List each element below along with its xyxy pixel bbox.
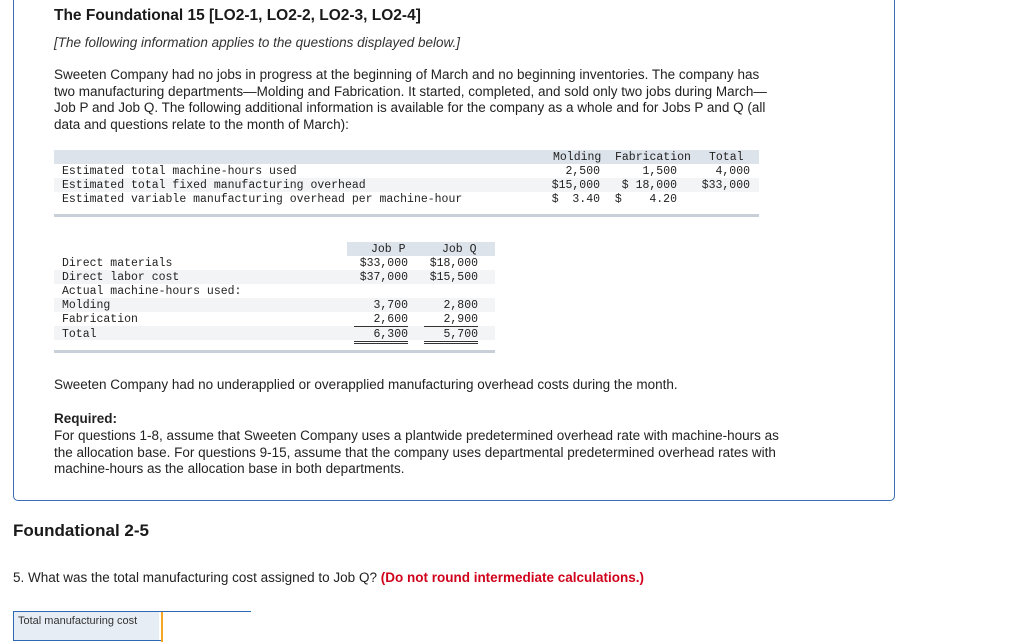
cell-value: $33,000: [701, 179, 750, 192]
cell-value: 2,500: [565, 165, 600, 178]
row-label: Molding: [62, 299, 111, 312]
row-label: Actual machine-hours used:: [62, 285, 242, 298]
scenario-line: Job P and Job Q. The following additional information is available for the company as a whole and for Jobs P and Q (all: [54, 100, 766, 115]
intro-note: [The following information applies to the questions displayed below.]: [54, 35, 460, 50]
row-label: Estimated variable manufacturing overhead per machine-hour: [62, 193, 463, 206]
jobs-table: [54, 242, 495, 356]
row-label: Estimated total machine-hours used: [62, 165, 297, 178]
cell-value: $ 4.20: [614, 193, 677, 206]
problem-title: The Foundational 15 [LO2-1, LO2-2, LO2-3, LO2-4]: [54, 7, 421, 24]
row-label: Direct labor cost: [62, 271, 180, 284]
cell-value: 4,000: [715, 165, 750, 178]
cell-value: $37,000: [359, 271, 408, 284]
estimates-table: [54, 150, 759, 220]
cell-value: 1,500: [642, 165, 677, 178]
total-manufacturing-cost-input[interactable]: [161, 612, 255, 642]
required-heading: Required:: [54, 411, 118, 426]
required-line: the allocation base. For questions 9-15, assume that the company uses departmental predetermined overhead rates with: [54, 444, 776, 460]
scenario-line: data and questions relate to the month of March):: [54, 116, 349, 132]
scenario-line: two manufacturing departments—Molding and Fabrication. It started, completed, and sold only two jobs during March—: [54, 83, 767, 99]
cell-value: $33,000: [359, 257, 408, 270]
cell-value: 2,600: [354, 313, 408, 327]
table-bottom-rule: [54, 214, 759, 217]
header-job-q: Job Q: [442, 243, 477, 256]
cell-value: 3,700: [373, 299, 408, 312]
cell-value: $15,000: [551, 179, 600, 192]
header-job-p: Job P: [371, 243, 406, 256]
row-label: Fabrication: [62, 313, 138, 326]
row-label: Total: [62, 328, 97, 341]
cell-value: 6,300: [354, 328, 408, 344]
question-prompt: 5. What was the total manufacturing cost assigned to Job Q?: [13, 570, 377, 585]
scenario-line: Sweeten Company had no jobs in progress at the beginning of March and no beginning inventories. The company has: [54, 67, 760, 82]
required-line: machine-hours as the allocation base in both departments.: [54, 461, 405, 476]
cell-value: $18,000: [429, 257, 478, 270]
cell-value: $ 18,000: [621, 179, 677, 192]
row-label: Direct materials: [62, 257, 173, 270]
required-text: [54, 428, 854, 478]
overhead-note: Sweeten Company had no underapplied or overapplied manufacturing overhead costs during the month.: [54, 377, 678, 392]
header-fabrication: Fabrication: [615, 151, 691, 164]
answer-row: [13, 611, 251, 641]
cell-value: 2,800: [443, 299, 478, 312]
question-note: (Do not round intermediate calculations.): [380, 570, 644, 585]
required-line: For questions 1-8, assume that Sweeten Company uses a plantwide predetermined overhead rate with machine-hours as: [54, 428, 779, 443]
scenario-paragraph: [54, 67, 854, 133]
row-label: Estimated total fixed manufacturing overhead: [62, 179, 366, 192]
question-text: [13, 570, 644, 585]
cell-value: $15,500: [429, 271, 478, 284]
cell-value: 5,700: [424, 328, 478, 344]
header-molding: Molding: [553, 151, 602, 164]
cell-value: $ 3.40: [551, 193, 600, 206]
cell-value: 2,900: [424, 313, 478, 327]
header-total: Total: [709, 151, 744, 164]
table-bottom-rule: [54, 350, 495, 353]
section-title: Foundational 2-5: [13, 521, 149, 540]
answer-label: Total manufacturing cost: [14, 612, 159, 640]
